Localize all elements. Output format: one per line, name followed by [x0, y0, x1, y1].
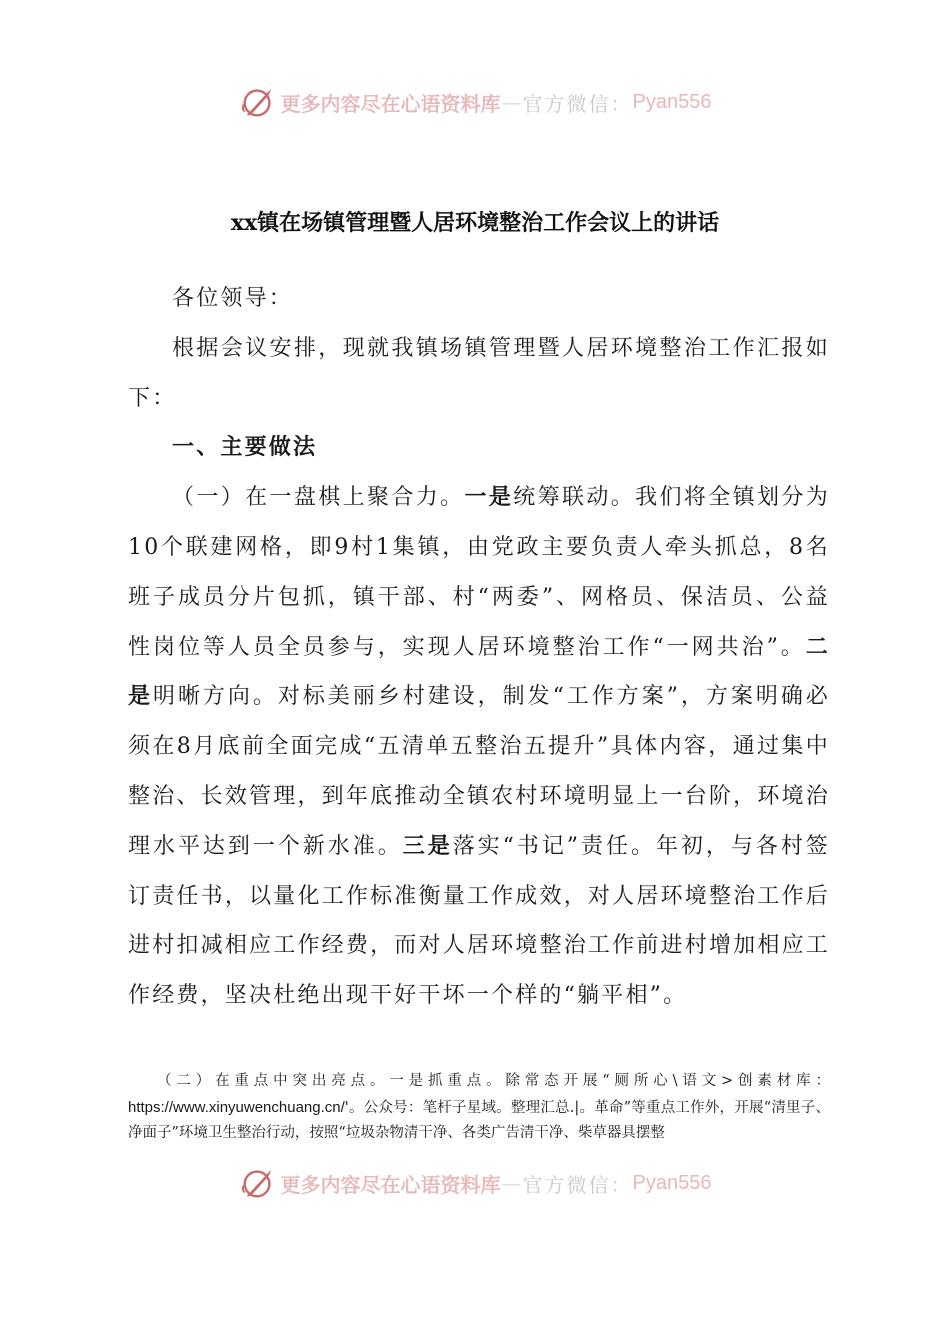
fountain-pen-logo-icon — [239, 83, 277, 121]
section-heading: 一、主要做法 — [172, 434, 318, 461]
keyword-first: 一是 — [464, 484, 514, 511]
keyword-third: 三是 — [402, 832, 453, 859]
paragraph-lead: （一）在一盘棋上聚合力。 — [172, 485, 465, 511]
document-title: xx镇在场镇管理暨人居环境整治工作会议上的讲话 — [230, 210, 720, 236]
paragraph-two-text-start: （二）在重点中突出亮点。一是抓重点。除常态开展“厕所心\语文>创素材库： — [157, 1073, 830, 1089]
keyword-second: 二是 — [128, 633, 830, 710]
intro-paragraph: 根据会议安排，现就我镇场镇管理暨人居环境整治工作汇报如下： — [128, 335, 830, 411]
paragraph-one — [128, 473, 830, 1021]
paragraph-text-third: 落实“书记”责任。年初，与各村签订责任书，以量化工作标准衡量工作成效，对人居环境整治工作后进村扣减相应工作经费，而对人居环境整治工作前进村增加相应工作经费，坚决杜绝出现干好干坏一个样的“躺平相”。 — [128, 833, 831, 1009]
fountain-pen-logo-icon — [239, 1164, 277, 1202]
banner-wechat-id: Pyan556 — [632, 90, 712, 113]
paragraph-text-second: 明晰方向。对标美丽乡村建设，制发“工作方案”，方案明确必须在8月底前全面完成“五清单五整治五提升”具体内容，通过集中整治、长效管理，到年底推动全镇农村环境明显上一台阶，环境治理水平达到一个新水准。 — [128, 684, 830, 859]
banner-wechat-label: 官方微信： — [522, 91, 633, 116]
banner-wechat-label: 官方微信： — [522, 1172, 633, 1197]
paragraph-two-text-end: '。公众号：笔杆子星域。整理汇总.|。革命”等重点工作外，开展“清里子、净面子”环境卫生整治行动，按照“垃圾杂物清干净、各类广告清干净、柴草器具摆整 — [128, 1099, 830, 1141]
paragraph-two — [128, 1069, 830, 1147]
banner-brand-text: 更多内容尽在心语资料库 — [280, 1172, 501, 1197]
paragraph-two-url: https://www.xinyuwenchuang.cn/ — [128, 1098, 345, 1116]
footer-watermark-banner — [0, 1163, 950, 1203]
banner-wechat-id: Pyan556 — [632, 1171, 712, 1194]
banner-brand-text: 更多内容尽在心语资料库 — [280, 91, 501, 116]
banner-dash: — — [501, 90, 522, 114]
header-watermark-banner — [0, 82, 950, 122]
banner-dash: — — [501, 1171, 522, 1195]
greeting: 各位领导： — [172, 286, 294, 311]
paragraph-text-first: 统筹联动。我们将全镇划分为10个联建网格，即9村1集镇，由党政主要负责人牵头抓总，8名班子成员分片包抓，镇干部、村“两委”、网格员、保洁员、公益性岗位等人员全员参与，实现人居环境整治工作“一网共治”。 — [128, 485, 830, 660]
document-body — [128, 274, 830, 1021]
